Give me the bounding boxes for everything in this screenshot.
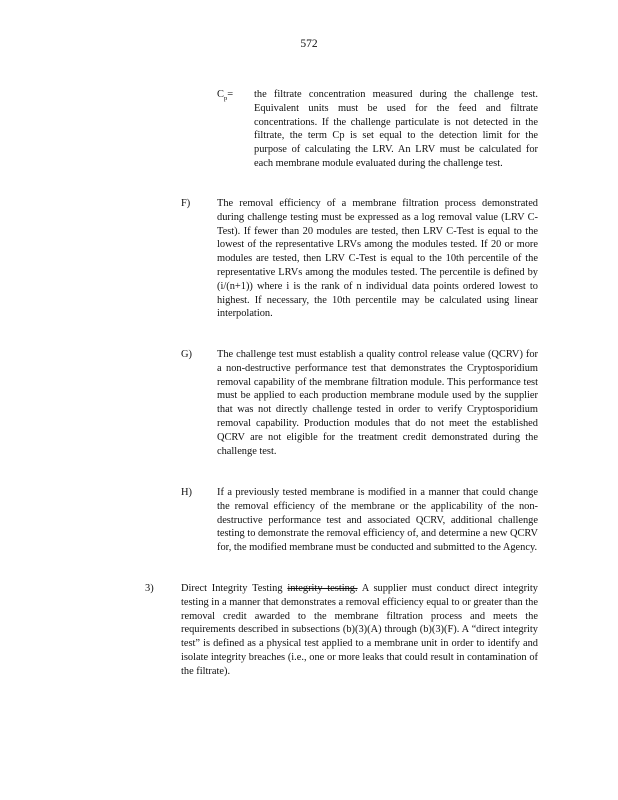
cp-term	[217, 88, 233, 106]
item-g-text: The challenge test must establish a quality control release value (QCRV) for a non-destructive performance test that demonstrates the Cryptosporidium removal capability of the membrane filtration module. This performance test must be applied to each production membrane module used by the supplier that was not directly challenge tested in order to verify Cryptosporidium removal capability. Production modules that do not meet the established QCRV are not eligible for the treatment credit demonstrated during the challenge test.	[217, 349, 538, 457]
section-3-label: 3)	[145, 583, 154, 594]
item-f-label: F)	[181, 198, 191, 209]
item-f-text: The removal efficiency of a membrane filtration process demonstrated during challenge testing must be expressed as a log removal value (LRV C-Test). If fewer than 20 modules are tested, then LRV C-Test is equal to the lowest of the representative LRVs among the modules tested. If 20 or more modules are tested, then LRV C-Test is equal to the 10th percentile of the representative LRVs among the modules tested. The percentile is defined by (i/(n+1)) where i is the rank of n individual data points ordered lowest to highest. If necessary, the 10th percentile may be calculated using linear interpolation.	[217, 198, 538, 320]
section-3-text: A supplier must conduct direct integrity testing in a manner that demonstrates a removal efficiency equal to or greater than the removal credit awarded to the membrane filtration process and meets the requirements described in subsections (b)(3)(A) through (b)(3)(F). A “direct integrity test” is defined as a physical test applied to a membrane unit in order to identify and isolate integrity breaches (i.e., one or more leaks that could result in contamination of the filtrate).	[181, 583, 538, 677]
item-h-text: If a previously tested membrane is modified in a manner that could change the removal efficiency of the membrane or the applicability of the non-destructive performance test and associated QCRV, additional challenge testing to demonstrate the removal efficiency of, and determine a new QCRV for, the modified membrane must be conducted and submitted to the Agency.	[217, 487, 538, 554]
section-3-struck-text: integrity testing.	[287, 583, 358, 594]
page-number: 572	[300, 38, 318, 50]
cp-definition: the filtrate concentration measured during the challenge test. Equivalent units must be used for the feed and filtrate concentrations. If the challenge particulate is not detected in the filtrate, the term Cp is set equal to the detection limit for the purpose of calculating the LRV. An LRV must be calculated for each membrane module evaluated during the challenge test.	[254, 89, 538, 169]
section-3-title: Direct Integrity Testing	[181, 583, 283, 594]
cp-symbol: C	[217, 89, 224, 100]
cp-equals: =	[227, 89, 234, 100]
item-h-label: H)	[181, 487, 192, 498]
section-3-paragraph	[181, 582, 538, 679]
cp-subscript: p	[223, 95, 228, 103]
item-g-label: G)	[181, 349, 192, 360]
